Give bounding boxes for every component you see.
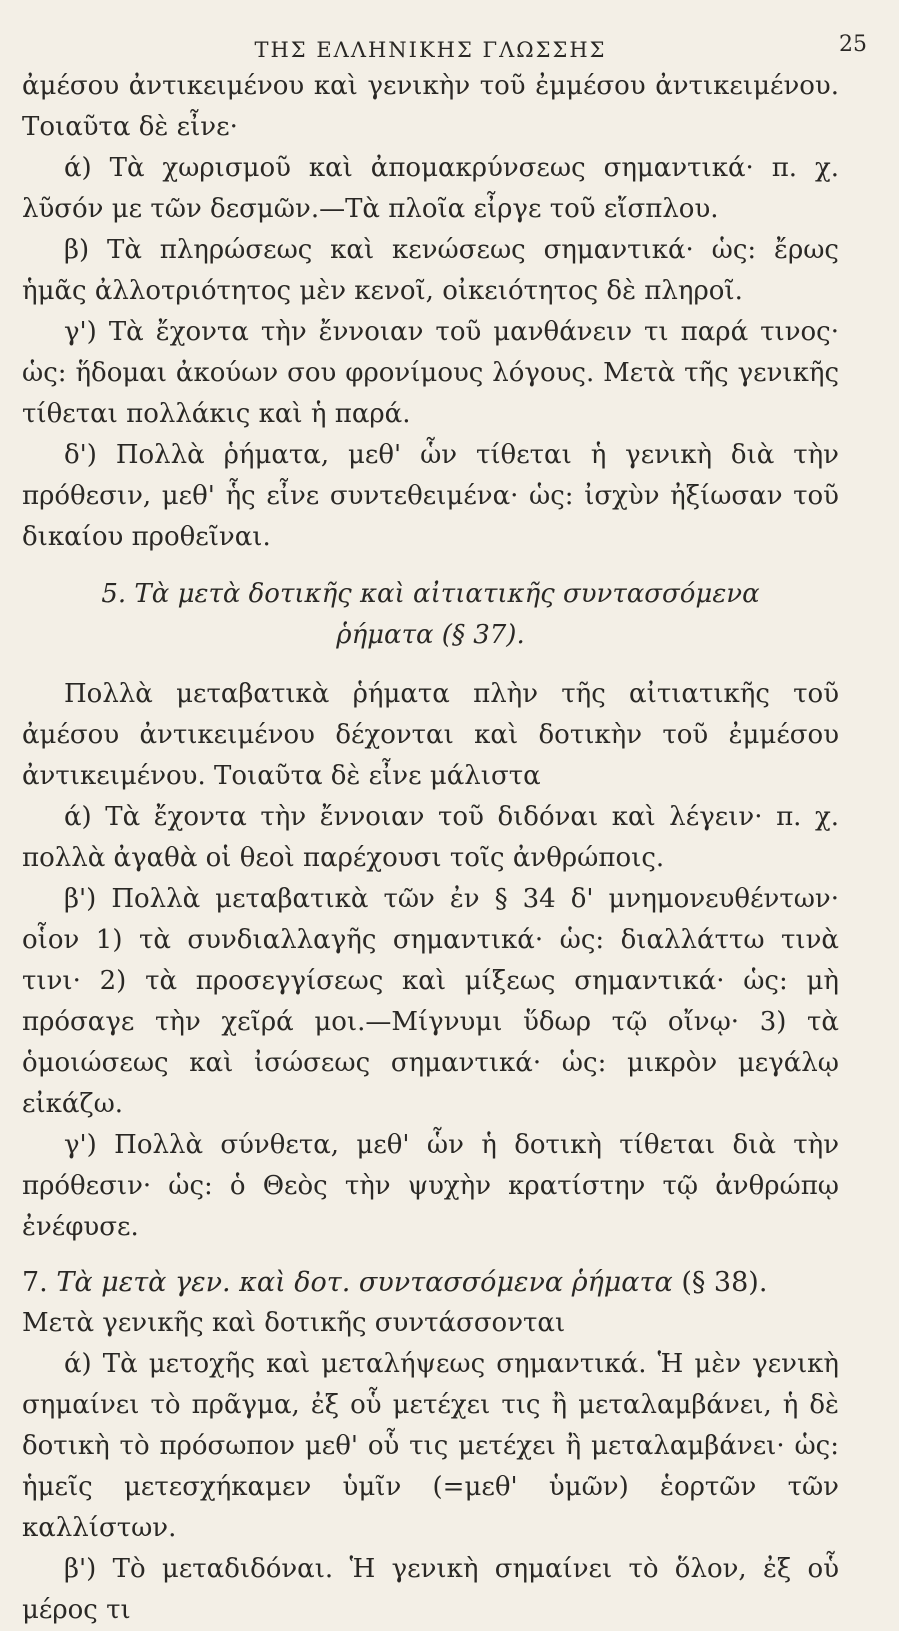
paragraph-section-5-gamma: γ') Πολλὰ σύνθετα, μεθ' ὧν ἡ δοτικὴ τίθεται διὰ τὴν πρόθεσιν· ὡς: ὁ Θεὸς τὴν ψυχὴν κρατίστην τῷ ἀνθρώπῳ ἐνέφυσε. — [22, 1130, 839, 1242]
paragraph-section-7-intro: Μετὰ γενικῆς καὶ δοτικῆς συντάσσονται — [22, 1308, 566, 1338]
running-title: ΤΗΣ ΕΛΛΗΝΙΚΗΣ ΓΛΩΣΣΗΣ — [254, 38, 607, 62]
paragraph-section-5-intro: Πολλὰ μεταβατικὰ ῥήματα πλὴν τῆς αἰτιατικῆς τοῦ ἀμέσου ἀντικειμένου δέχονται καὶ δοτικὴν τοῦ ἐμμέσου ἀντικειμένου. Τοιαῦτα δὲ εἶνε μάλιστα — [22, 679, 839, 791]
paragraph-section-5-alpha: ά) Τὰ ἔχοντα τὴν ἔννοιαν τοῦ διδόναι καὶ λέγειν· π. χ. πολλὰ ἀγαθὰ οἱ θεοὶ παρέχουσι τοῖς ἀνθρώποις. — [22, 802, 839, 873]
paragraph-alpha: ά) Τὰ χωρισμοῦ καὶ ἀπομακρύνσεως σημαντικά· π. χ. λῦσόν με τῶν δεσμῶν.—Τὰ πλοῖα εἶργε τοῦ εἴσπλου. — [22, 153, 839, 224]
section-heading-7-ref: (§ 38). — [681, 1267, 768, 1298]
section-heading-7 — [22, 1262, 839, 1303]
running-head — [22, 20, 867, 66]
paragraph-continuation: ἀμέσου ἀντικειμένου καὶ γενικὴν τοῦ ἐμμέσου ἀντικειμένου. Τοιαῦτα δὲ εἶνε· — [22, 71, 839, 142]
page-number: 25 — [839, 32, 867, 57]
paragraph-section-7-alpha: ά) Τὰ μετοχῆς καὶ μεταλήψεως σημαντικά. Ἡ μὲν γενικὴ σημαίνει τὸ πρᾶγμα, ἐξ οὗ μετέχει τις ἢ μεταλαμβάνει, ἡ δὲ δοτικὴ τὸ πρόσωπον μεθ' οὗ τις μετέχει ἢ μεταλαμβάνει· ὡς: ἡμεῖς μετεσχήκαμεν ὑμῖν (=μεθ' ὑμῶν) ἑορτῶν τῶν καλλίστων. — [22, 1349, 839, 1543]
paragraph-section-7-beta: β') Τὸ μεταδιδόναι. Ἡ γενικὴ σημαίνει τὸ ὅλον, ἐξ οὗ μέρος τι — [22, 1554, 839, 1625]
paragraph-section-5-beta: β') Πολλὰ μεταβατικὰ τῶν ἐν § 34 δ' μνημονευθέντων· οἷον 1) τὰ συνδιαλλαγῆς σημαντικά· ὡς: διαλλάττω τινὰ τινι· 2) τὰ προσεγγίσεως καὶ μίξεως σημαντικά· ὡς: μὴ πρόσαγε τὴν χεῖρά μοι.—Μίγνυμι ὕδωρ τῷ οἴνῳ· 3) τὰ ὁμοιώσεως καὶ ἰσώσεως σημαντικά· ὡς: μικρὸν μεγάλῳ εἰκάζω. — [22, 884, 839, 1119]
section-heading-7-text: Τὰ μετὰ γεν. καὶ δοτ. συντασσόμενα ῥήματα — [56, 1267, 673, 1298]
section-heading-5-line-2: ῥήματα (§ 37). — [336, 620, 525, 650]
paragraph-delta: δ') Πολλὰ ῥήματα, μεθ' ὧν τίθεται ἡ γενικὴ διὰ τὴν πρόθεσιν, μεθ' ἧς εἶνε συντεθειμένα· ὡς: ἰσχὺν ἠξίωσαν τοῦ δικαίου προθεῖναι. — [22, 440, 839, 552]
section-heading-5: 5. Τὰ μετὰ δοτικῆς καὶ αἰτιατικῆς συντασσόμενα — [101, 579, 760, 609]
paragraph-gamma: γ') Τὰ ἔχοντα τὴν ἔννοιαν τοῦ μανθάνειν τι παρά τινος· ὡς: ἥδομαι ἀκούων σου φρονίμους λόγους. Μετὰ τῆς γενικῆς τίθεται πολλάκις καὶ ἡ παρά. — [22, 317, 839, 429]
section-heading-7-number: 7. — [22, 1267, 48, 1298]
body-text — [22, 66, 839, 1631]
paragraph-beta: β) Τὰ πληρώσεως καὶ κενώσεως σημαντικά· ὡς: ἔρως ἡμᾶς ἀλλοτριότητος μὲν κενοῖ, οἰκειότητος δὲ πληροῖ. — [22, 235, 839, 306]
